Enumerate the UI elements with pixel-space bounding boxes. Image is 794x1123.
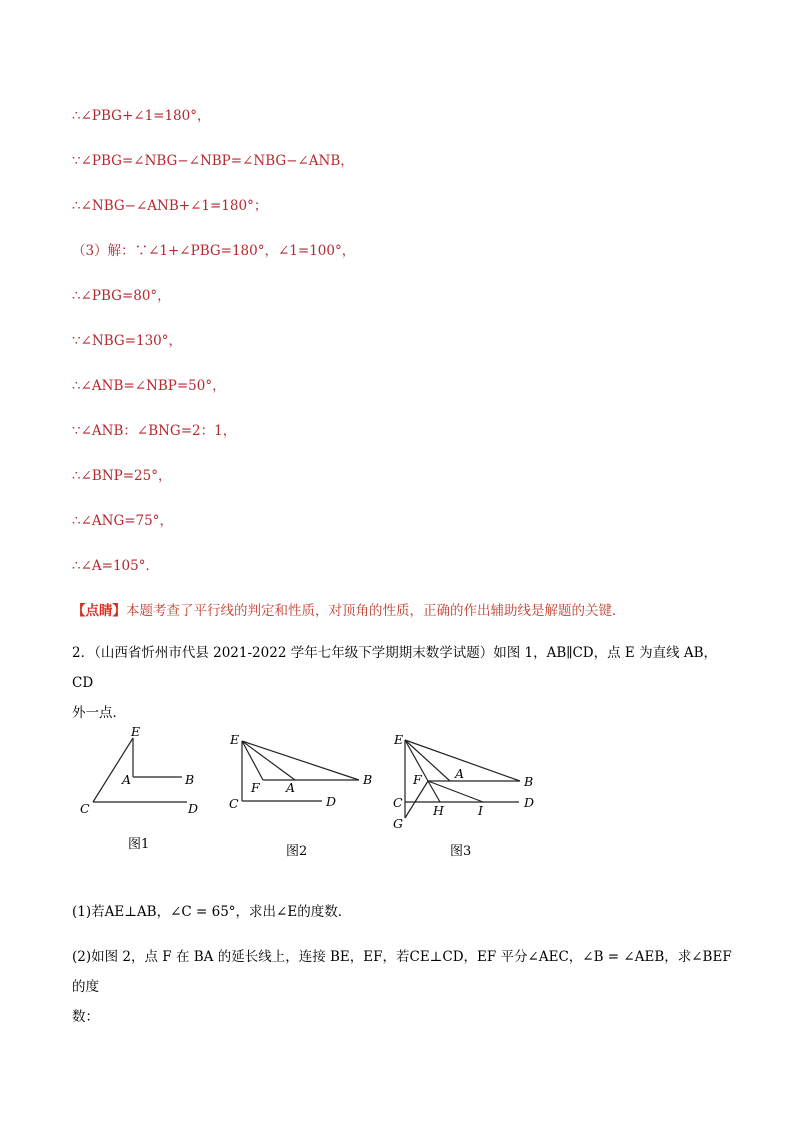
fig3-label-C: C: [393, 795, 403, 810]
fig1-label-B: B: [185, 772, 195, 787]
fig2-label-B: B: [363, 772, 373, 787]
fig1-label-C: C: [80, 801, 90, 816]
fig1-label-D: D: [188, 801, 199, 816]
fig2-label-D: D: [326, 794, 337, 809]
fig3-segment-EA: [405, 740, 450, 781]
solution-line: ∴∠NBG−∠ANB+∠1=180°；: [72, 198, 268, 214]
fig3-label-A: A: [455, 766, 465, 781]
fig2-label-A: A: [286, 780, 296, 795]
geometry-figures: [0, 720, 794, 900]
figure-2-caption: 图2: [286, 844, 308, 859]
fig2-label-C: C: [229, 796, 239, 811]
fig2-label-E: E: [230, 732, 240, 747]
fig2-label-F: F: [251, 780, 260, 795]
comment-text: 本题考查了平行线的判定和性质，对顶角的性质，正确的作出辅助线是解题的关键．: [126, 603, 626, 619]
solution-line: ∵∠NBG=130°，: [72, 333, 182, 349]
fig3-segment-FI: [428, 781, 483, 802]
fig1-label-E: E: [131, 724, 141, 739]
fig3-label-E: E: [394, 732, 404, 747]
question-part2-line2: 数：: [72, 1009, 99, 1025]
fig1-label-A: A: [122, 772, 132, 787]
fig3-label-B: B: [524, 774, 534, 789]
comment: [72, 599, 626, 619]
fig3-label-I: I: [478, 803, 483, 818]
solution-line: ∴∠A=105°．: [72, 558, 159, 574]
solution-line: ∴∠ANG=75°，: [72, 513, 173, 529]
fig3-label-H: H: [433, 803, 444, 818]
fig3-label-F: F: [413, 772, 422, 787]
figure-1-caption: 图1: [128, 837, 150, 852]
figure-1: [93, 738, 187, 802]
fig3-label-G: G: [393, 816, 403, 831]
question-part2: [72, 942, 732, 1032]
solution-line: ∴∠PBG=80°，: [72, 288, 171, 304]
fig2-segment-EA: [242, 741, 295, 780]
question-line1: 2．（山西省忻州市代县 2021-2022 学年七年级下学期期末数学试题）如图 1，AB∥CD，点 E 为直线 AB，CD: [72, 645, 718, 691]
figure-3-caption: 图3: [450, 844, 472, 859]
solution-line: ∵∠ANB：∠BNG=2：1，: [72, 423, 237, 439]
fig3-label-D: D: [524, 795, 535, 810]
question-stem: [72, 638, 732, 728]
comment-tag: 【点睛】: [72, 603, 126, 619]
question-line2: 外一点．: [72, 705, 126, 721]
question-part1: (1)若AE⊥AB，∠C = 65°，求出∠E的度数．: [72, 904, 352, 920]
question-part2-line1: (2)如图 2，点 F 在 BA 的延长线上，连接 BE，EF，若CE⊥CD，EF 平分∠AEC，∠B = ∠AEB，求∠BEF的度: [72, 949, 732, 995]
fig1-segment-EC: [93, 738, 133, 802]
solution-line: ∴∠PBG+∠1=180°，: [72, 108, 211, 124]
solution-line: ∴∠ANB=∠NBP=50°，: [72, 378, 226, 394]
solution-line: ∵∠PBG=∠NBG−∠NBP=∠NBG−∠ANB，: [72, 153, 354, 169]
solution-line: （3）解：∵∠1+∠PBG=180°，∠1=100°，: [72, 243, 356, 259]
fig3-segment-FH: [428, 781, 440, 802]
solution-line: ∴∠BNP=25°，: [72, 468, 172, 484]
